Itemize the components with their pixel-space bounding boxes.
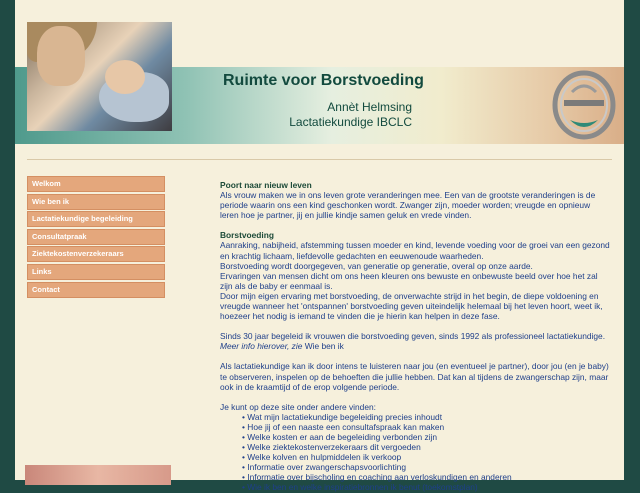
list-intro: Je kunt op deze site onder andere vinden:: [220, 401, 376, 412]
owner-role: Lactatiekundige IBCLC: [289, 115, 412, 129]
nav-item-lactatiekundige-begeleiding[interactable]: Lactatiekundige begeleiding: [27, 211, 165, 227]
paragraph: Borstvoeding wordt doorgegeven, van generatie op generatie, overal op onze aarde.: [220, 260, 533, 271]
list-item: • Informatie over bijscholing en coaching aan verloskundigen en anderen: [242, 472, 610, 482]
paragraph: Sinds 30 jaar begeleid ik vrouwen die borstvoeding geven, sinds 1992 als professioneel lactatiekundige.: [220, 331, 606, 342]
paragraph: Aanraking, nabijheid, afstemming tussen moeder en kind, levende voeding voor de groei van een gezond en krachtig lichaam, liefdevolle gedachten en eeuwenoude waarheden.: [220, 240, 610, 261]
nav-item-consultafspraak[interactable]: Consultatpraak: [27, 229, 165, 245]
list-item: • Wie ik ben en welke inspiratiebronnen ik benut (toekomstplan): [242, 482, 610, 492]
main-content: [220, 180, 610, 493]
nav-item-ziektekostenverzekeraars[interactable]: Ziektekostenverzekeraars: [27, 246, 165, 262]
list-item: • Welke ziektekostenverzekeraars dit vergoeden: [242, 442, 610, 452]
more-info-text: Meer info hierover, zie: [220, 341, 303, 352]
feature-list: [220, 412, 610, 493]
site-title: Ruimte voor Borstvoeding: [223, 72, 424, 89]
section-heading: Poort naar nieuw leven: [220, 180, 312, 190]
nav-item-welkom[interactable]: Welkom: [27, 176, 165, 192]
list-item: • Welke kosten er aan de begeleiding verbonden zijn: [242, 432, 610, 442]
divider: [27, 159, 612, 160]
logo-icon: [552, 70, 616, 140]
nav-item-contact[interactable]: Contact: [27, 282, 165, 298]
list-item: • Hoe jij of een naaste een consultafspraak kan maken: [242, 422, 610, 432]
list-item: • Welke kolven en hulpmiddelen ik verkoop: [242, 452, 610, 462]
paragraph: Ervaringen van mensen dicht om ons heen kleuren ons bewuste en onbewuste beeld over hoe het zal zijn als de baby er eenmaal is.: [220, 270, 598, 291]
owner-name: Annèt Helmsing: [327, 100, 412, 114]
section-heading: Borstvoeding: [220, 230, 274, 241]
paragraph: Als vrouw maken we in ons leven grote veranderingen mee. Een van de grootste veranderingen is de periode waarin ons een kind geschonken wordt. Zwanger zijn, moeder worden; vreugde en opnieuw leren hoe je partner, jij en jullie kindje samen geluk en vrede vinden.: [220, 190, 596, 221]
paragraph: Door mijn eigen ervaring met borstvoeding, de onverwachte strijd in het begin, de diepe voldoening en vreugde wanneer het 'ontspannen' borstvoeding geven uiteindelijk helemaal bij het leven hoort, weet ik, hoezeer het nodig is iemand te vinden die je hierin kan helpen in deze fase.: [220, 290, 603, 322]
wie-ben-ik-link[interactable]: Wie ben ik: [304, 341, 344, 352]
nav-item-links[interactable]: Links: [27, 264, 165, 280]
bottom-photo: [25, 465, 171, 485]
list-item: • Informatie over zwangerschapsvoorlichting: [242, 462, 610, 472]
nav-item-wie-ben-ik[interactable]: Wie ben ik: [27, 194, 165, 210]
list-item: • Wat mijn lactatiekundige begeleiding precies inhoudt: [242, 412, 610, 422]
header-photo: [27, 22, 172, 131]
paragraph: Als lactatiekundige kan ik door intens te luisteren naar jou (en eventueel je partner), door jou (en je baby) te observeren, inspelen op de behoeften die jullie hebben. Dat kan al tijdens de zwangerschap zijn, maar ook in de kraamtijd of de erop volgende periode.: [220, 361, 609, 392]
sidebar-nav: [27, 176, 165, 299]
page: [15, 0, 624, 493]
